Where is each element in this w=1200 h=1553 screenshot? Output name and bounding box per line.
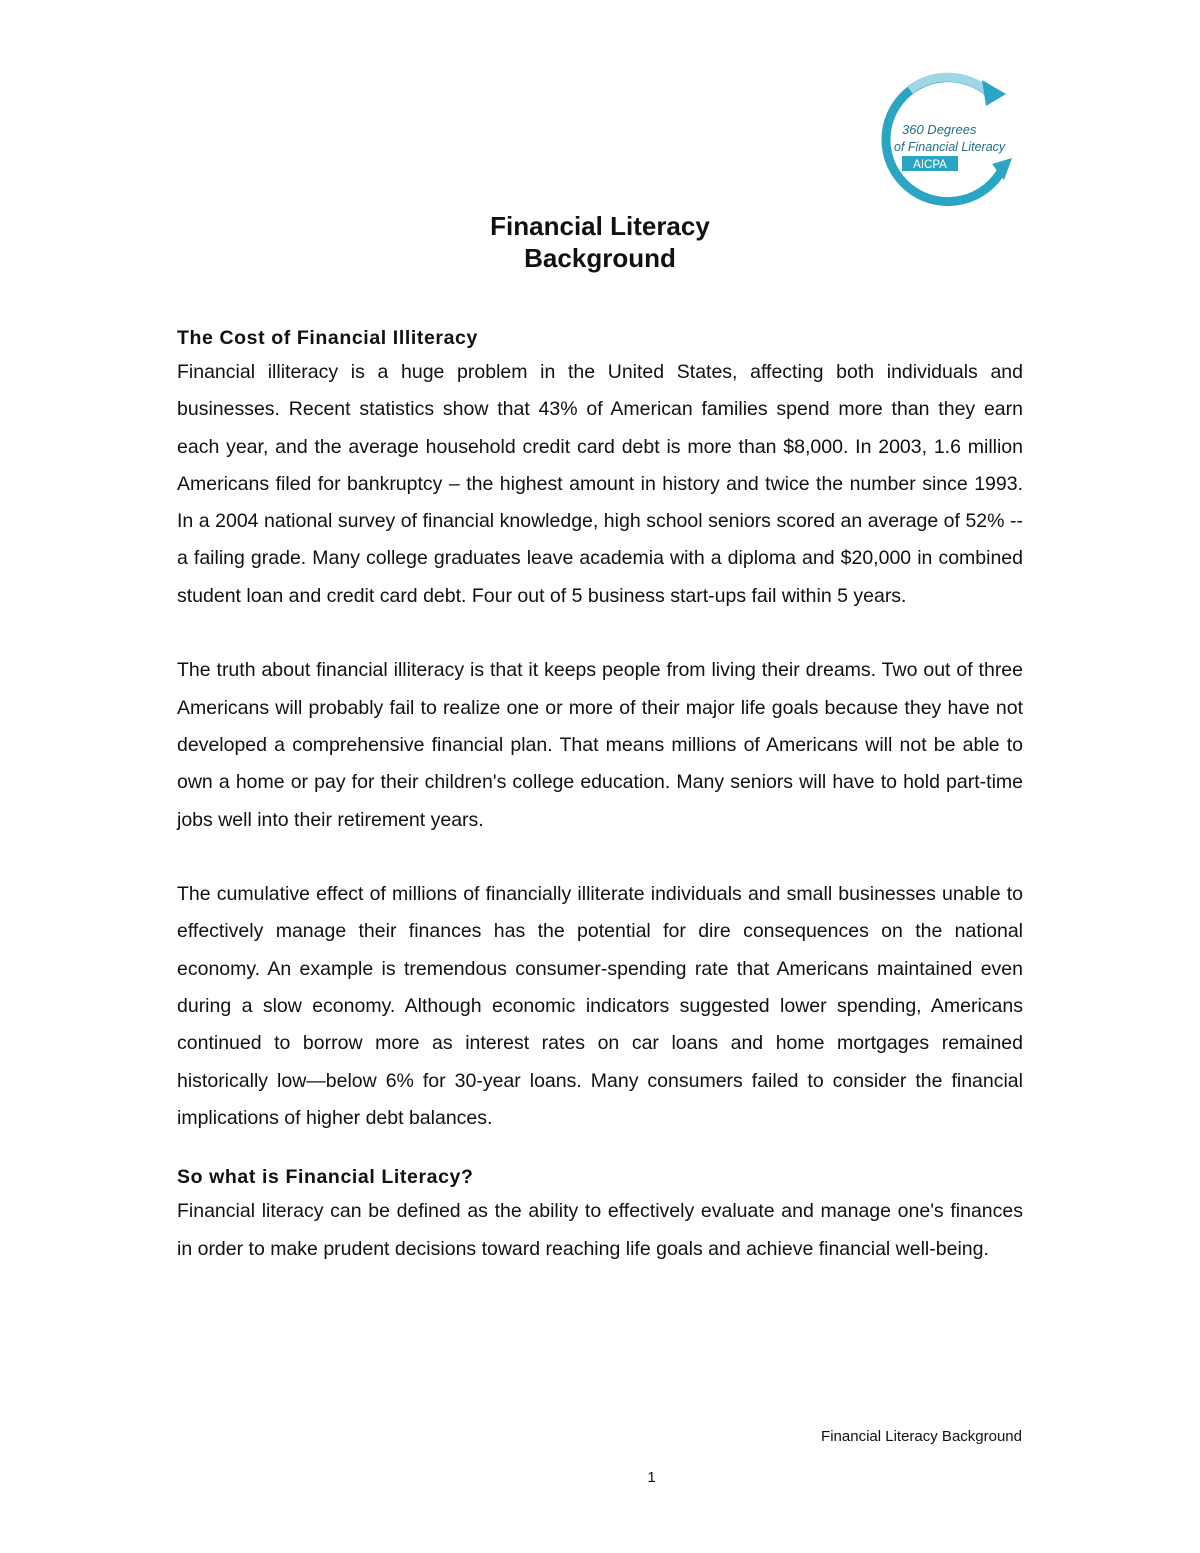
title-line-1: Financial Literacy: [490, 211, 710, 241]
document-body: [177, 322, 1023, 1268]
paragraph: Financial illiteracy is a huge problem in the United States, affecting both individuals and businesses. Recent statistics show that 43% of American families spend more than they earn each year, and the average household credit card debt is more than $8,000. In 2003, 1.6 million Americans filed for bankruptcy – the highest amount in history and twice the number since 1993. In a 2004 national survey of financial knowledge, high school seniors scored an average of 52% -- a failing grade. Many college graduates leave academia with a diploma and $20,000 in combined student loan and credit card debt. Four out of 5 business start-ups fail within 5 years.: [177, 361, 1023, 607]
paragraph: The truth about financial illiteracy is that it keeps people from living their dreams. Two out of three Americans will probably fail to realize one or more of their major life goals because they have not developed a comprehensive financial plan. That means millions of Americans will not be able to own a home or pay for their children's college education. Many seniors will have to hold part-time jobs well into their retirement years.: [177, 659, 1023, 831]
paragraph-spacer: [177, 615, 1023, 652]
title-line-2: Background: [524, 243, 676, 273]
section-heading-cost: The Cost of Financial Illiteracy: [177, 327, 478, 349]
paragraph-spacer: [177, 839, 1023, 876]
logo-line-1: 360 Degrees: [902, 122, 977, 137]
footer-title: Financial Literacy Background: [821, 1428, 1022, 1445]
paragraph: The cumulative effect of millions of financially illiterate individuals and small businesses unable to effectively manage their finances has the potential for dire consequences on the national economy. An example is tremendous consumer-spending rate that Americans maintained even during a slow economy. Although economic indicators suggested lower spending, Americans continued to borrow more as interest rates on car loans and home mortgages remained historically low—below 6% for 30-year loans. Many consumers failed to consider the financial implications of higher debt balances.: [177, 883, 1023, 1129]
aicpa-360-logo: [870, 72, 1030, 212]
paragraph: Financial literacy can be defined as the ability to effectively evaluate and manage one's finances in order to make prudent decisions toward reaching life goals and achieve financial well-being.: [177, 1200, 1023, 1260]
arrow-head-icon: [982, 80, 1006, 106]
document-title: [0, 210, 1200, 274]
logo-line-2: of Financial Literacy: [894, 140, 1006, 154]
section-what-is: [177, 1161, 1023, 1268]
section-heading-what-is: So what is Financial Literacy?: [177, 1166, 474, 1189]
logo-org: AICPA: [913, 159, 947, 171]
page-number: 1: [647, 1469, 656, 1486]
